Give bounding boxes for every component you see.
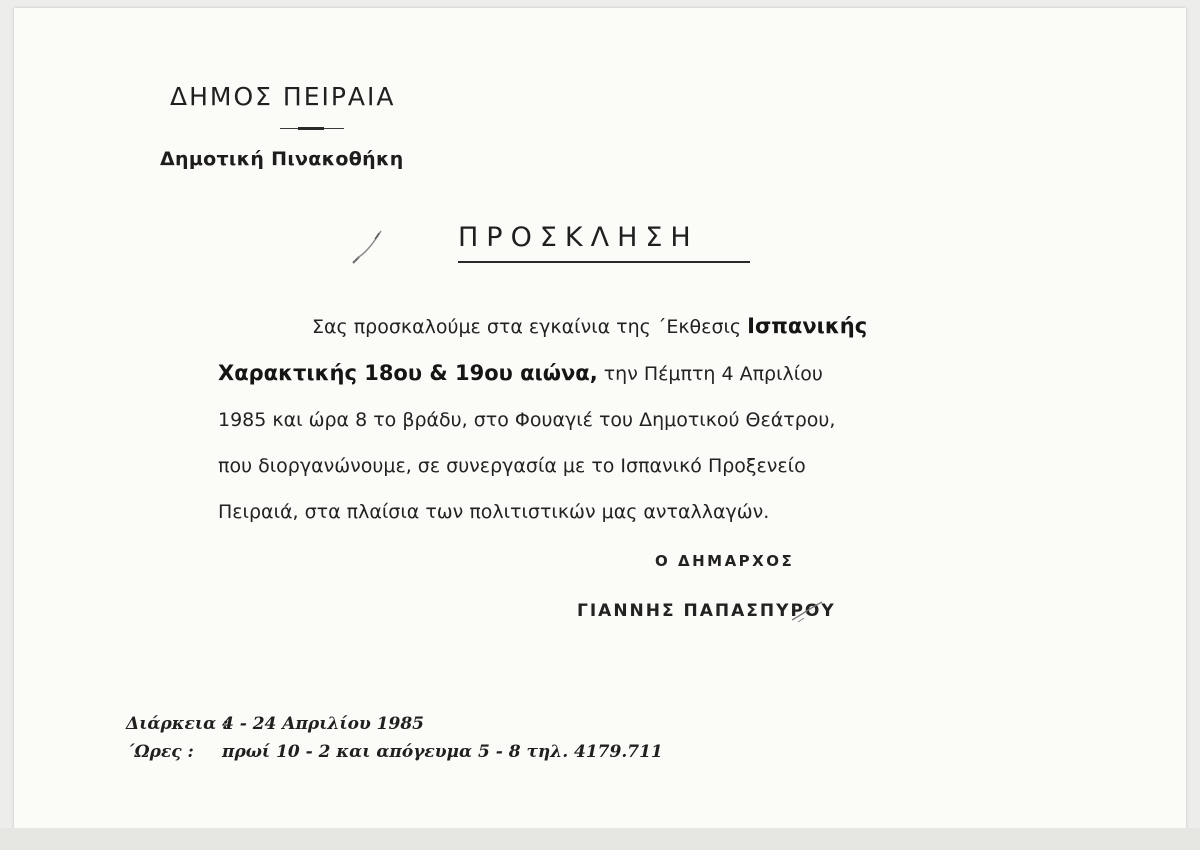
body-line-1-text: Σας προσκαλούμε στα εγκαίνια της ΄Εκθεσις <box>312 316 748 338</box>
hours-label: ΄Ωρες : <box>126 742 194 762</box>
duration-value: 4 - 24 Απριλίου 1985 <box>222 714 424 734</box>
invitation-body <box>218 303 868 535</box>
body-line-4: που διοργανώνουμε, σε συνεργασία με το Ισπανικό Προξενείο <box>218 455 806 477</box>
body-line-2 <box>218 350 823 397</box>
body-line-3: 1985 και ώρα 8 το βράδυ, στο Φουαγιέ του Δημοτικού Θεάτρου, <box>218 409 836 431</box>
body-line-1 <box>218 303 868 350</box>
duration-row <box>126 710 663 738</box>
mayor-name: ΓΙΑΝΝΗΣ ΠΑΠΑΣΠΥΡΟΥ <box>577 601 836 621</box>
mayor-title: Ο ΔΗΜΑΡΧΟΣ <box>655 552 795 570</box>
background-strip <box>0 828 1200 850</box>
header-divider-accent <box>298 127 324 130</box>
body-line-2-text: την Πέμπτη 4 Απριλίου <box>597 363 823 385</box>
hours-value: πρωί 10 - 2 και απόγευμα 5 - 8 τηλ. 4179.711 <box>222 742 663 762</box>
municipality-heading: ΔΗΜΟΣ ΠΕΙΡΑΙΑ <box>170 82 396 111</box>
scratch-mark-icon <box>345 225 389 269</box>
hours-row <box>126 738 663 766</box>
invitation-title: ΠΡΟΣΚΛΗΣΗ <box>458 222 699 253</box>
event-details <box>126 710 663 766</box>
gallery-heading: Δημοτική Πινακοθήκη <box>160 148 404 170</box>
scratch-mark-icon <box>788 598 828 628</box>
body-line-2-bold: Χαρακτικής 18ου & 19ου αιώνα, <box>218 361 598 385</box>
body-line-5: Πειραιά, στα πλαίσια των πολιτιστικών μας ανταλλαγών. <box>218 501 770 523</box>
duration-label: Διάρκεια : <box>126 714 229 734</box>
title-underline <box>458 261 750 263</box>
body-line-1-bold: Ισπανικής <box>747 314 868 338</box>
